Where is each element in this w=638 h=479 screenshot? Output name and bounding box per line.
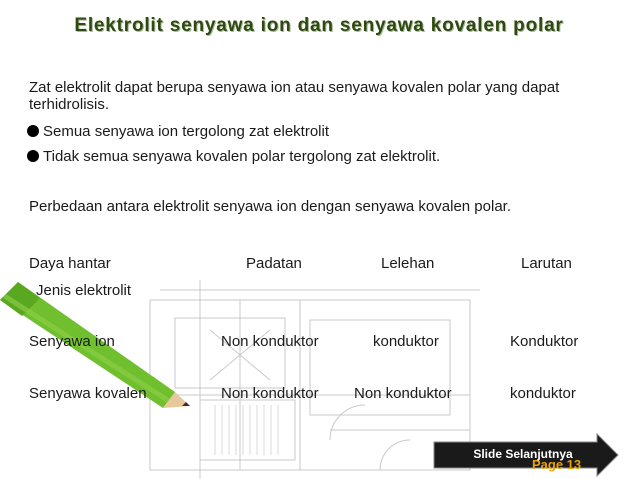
table-cell-lelehan: konduktor <box>373 333 439 350</box>
table-header-padatan: Padatan <box>246 255 302 272</box>
blueprint-sketch <box>150 280 480 479</box>
table-header-lelehan: Lelehan <box>381 255 435 272</box>
table-header-larutan: Larutan <box>521 255 572 272</box>
table-cell-padatan: Non konduktor <box>221 385 319 402</box>
table-row-label: Senyawa kovalen <box>29 385 147 402</box>
table-cell-padatan: Non konduktor <box>221 333 319 350</box>
next-slide-label[interactable]: Slide Selanjutnya <box>473 447 573 461</box>
bullet-icon <box>27 125 39 137</box>
page-number: Page 13 <box>532 457 582 472</box>
table-header-jenis-elektrolit: Jenis elektrolit <box>36 282 132 299</box>
slide-title: Elektrolit senyawa ion dan senyawa kovalen polar <box>74 15 564 36</box>
bullet-item <box>27 123 329 140</box>
bullet-text: Tidak semua senyawa kovalen polar tergolong zat elektrolit. <box>43 148 441 165</box>
table-row-label: Senyawa ion <box>29 333 115 350</box>
intro-paragraph: Zat elektrolit dapat berupa senyawa ion atau senyawa kovalen polar yang dapat terhidrolisis. <box>29 79 560 113</box>
bullet-text: Semua senyawa ion tergolong zat elektrolit <box>43 123 329 140</box>
table-cell-lelehan: Non konduktor <box>354 385 452 402</box>
table-header-daya-hantar: Daya hantar <box>29 255 111 272</box>
table-cell-larutan: konduktor <box>510 385 576 402</box>
bullet-icon <box>27 150 39 162</box>
table-cell-larutan: Konduktor <box>510 333 579 350</box>
bullet-item <box>27 148 440 165</box>
comparison-heading: Perbedaan antara elektrolit senyawa ion dengan senyawa kovalen polar. <box>29 198 511 215</box>
